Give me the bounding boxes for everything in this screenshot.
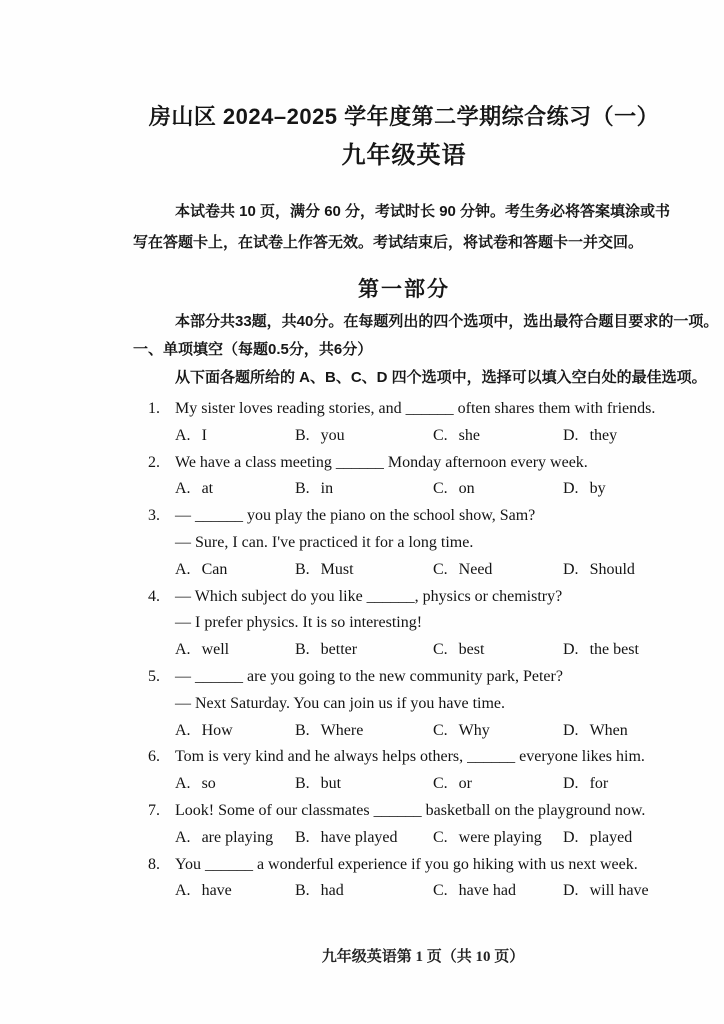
question-text: — ______ are you going to the new community park, Peter? [175,667,563,685]
question-text-line [130,396,678,423]
option-text: on [458,480,475,498]
option-letter: B. [295,560,310,578]
option-text: Must [320,560,354,578]
option-letter: C. [433,721,448,739]
option-text: were playing [458,828,542,846]
option-c [433,771,563,798]
option-d [563,771,678,798]
option-text: have played [320,828,398,846]
option-d [563,476,678,503]
option-letter: C. [433,480,448,498]
option-text: the best [589,641,639,659]
option-letter: C. [433,641,448,659]
question-text: We have a class meeting ______ Monday afternoon every week. [175,453,588,471]
question-number: 5. [148,667,160,685]
option-text: are playing [201,828,274,846]
question-item [130,664,678,744]
option-text: have [201,882,232,900]
question-text: — ______ you play the piano on the school show, Sam? [175,507,536,525]
option-letter: A. [175,775,191,793]
option-letter: B. [295,828,310,846]
option-text: or [458,775,472,793]
option-text: How [201,721,233,739]
question-text: My sister loves reading stories, and ______ often shares them with friends. [175,400,656,417]
option-letter: D. [563,426,579,444]
question-text-line [130,664,678,691]
question-item [130,798,678,852]
question-text: — Which subject do you like ______, physics or chemistry? [175,587,563,605]
question-text-line [130,852,678,879]
option-text: at [201,480,214,498]
option-text: she [458,426,480,444]
question-text-line [130,610,678,637]
option-d [563,557,678,584]
question-text-line [130,530,678,557]
option-letter: D. [563,480,579,498]
option-b [295,637,433,664]
option-letter: A. [175,426,191,444]
option-b [295,878,433,905]
question-text-line [130,584,678,611]
option-letter: B. [295,426,310,444]
options-row [130,878,678,905]
option-letter: B. [295,480,310,498]
part-one-heading: 第一部分 [358,278,450,301]
option-text: had [320,882,344,900]
question-item [130,584,678,664]
option-c [433,878,563,905]
option-text: I [201,426,207,444]
option-letter: D. [563,641,579,659]
option-a [175,718,295,745]
option-text: but [320,775,342,793]
option-c [433,476,563,503]
option-b [295,476,433,503]
options-row [130,825,678,852]
option-text: Where [320,721,364,739]
page-content [130,0,719,905]
part-one-intro: 本部分共33题，共40分。在每题列出的四个选项中，选出最符合题目要求的一项。 [175,313,719,330]
option-text: so [201,775,216,793]
question-item [130,450,678,504]
option-text: better [320,641,358,659]
option-letter: D. [563,882,579,900]
option-text: they [589,426,618,444]
option-c [433,557,563,584]
option-letter: A. [175,641,191,659]
option-letter: B. [295,641,310,659]
option-a [175,771,295,798]
question-number: 4. [148,587,160,605]
question-number: 1. [148,400,160,417]
option-text: have had [458,882,516,900]
option-b [295,825,433,852]
option-d [563,878,678,905]
question-text-line [130,503,678,530]
option-text: Need [458,560,493,578]
question-text-line [130,691,678,718]
question-item [130,744,678,798]
option-text: When [589,721,628,739]
question-text: — Next Saturday. You can join us if you have time. [175,694,506,712]
question-text: You ______ a wonderful experience if you go hiking with us next week. [175,855,638,873]
option-b [295,557,433,584]
question-item [130,396,678,450]
question-text: Tom is very kind and he always helps others, ______ everyone likes him. [175,748,645,766]
question-number: 8. [148,855,160,873]
option-letter: C. [433,560,448,578]
option-d [563,718,678,745]
options-row [130,718,678,745]
option-c [433,637,563,664]
option-letter: D. [563,721,579,739]
question-text-line [130,450,678,477]
exam-notice: 本试卷共 10 页，满分 60 分，考试时长 90 分钟。考生务必将答案填涂或书写在答题卡上，在试卷上作答无效。考试结束后，将试卷和答题卡一并交回。 [133,203,671,251]
option-text: played [589,828,633,846]
option-letter: D. [563,775,579,793]
option-letter: B. [295,721,310,739]
options-row [130,423,678,450]
option-a [175,423,295,450]
page-footer: 九年级英语第 1 页（共 10 页） [321,949,525,965]
option-a [175,557,295,584]
option-a [175,825,295,852]
option-text: well [201,641,230,659]
exam-subtitle: 九年级英语 [341,142,467,169]
question-number: 7. [148,801,160,819]
question-text-line [130,798,678,825]
option-letter: A. [175,721,191,739]
option-text: will have [589,882,649,900]
exam-title: 房山区 2024–2025 学年度第二学期综合练习（一） [148,104,660,129]
question-number: 2. [148,453,160,471]
option-text: you [320,426,345,444]
question-item [130,503,678,583]
option-c [433,825,563,852]
option-b [295,718,433,745]
option-text: best [458,641,485,659]
option-a [175,637,295,664]
question-text: Look! Some of our classmates ______ basketball on the playground now. [175,801,646,819]
option-text: by [589,480,606,498]
option-text: Can [201,560,228,578]
option-letter: C. [433,828,448,846]
section-one-heading: 一、单项填空（每题0.5分，共6分） [133,341,373,358]
question-list [130,396,678,905]
option-d [563,825,678,852]
option-text: Why [458,721,490,739]
option-d [563,637,678,664]
option-a [175,476,295,503]
option-letter: A. [175,560,191,578]
question-text-line [130,744,678,771]
section-one-instructions: 从下面各题所给的 A、B、C、D 四个选项中，选择可以填入空白处的最佳选项。 [175,369,707,386]
option-text: Should [589,560,635,578]
option-text: in [320,480,334,498]
option-b [295,771,433,798]
options-row [130,476,678,503]
option-a [175,878,295,905]
option-letter: D. [563,560,579,578]
option-text: for [589,775,609,793]
option-letter: D. [563,828,579,846]
option-c [433,423,563,450]
option-letter: A. [175,828,191,846]
options-row [130,637,678,664]
question-number: 3. [148,507,160,525]
option-letter: B. [295,882,310,900]
question-item [130,852,678,906]
option-d [563,423,678,450]
option-letter: A. [175,882,191,900]
options-row [130,771,678,798]
option-letter: A. [175,480,191,498]
question-number: 6. [148,748,160,766]
option-letter: C. [433,775,448,793]
option-c [433,718,563,745]
option-b [295,423,433,450]
question-text: — I prefer physics. It is so interesting! [175,614,423,632]
options-row [130,557,678,584]
option-letter: C. [433,882,448,900]
option-letter: C. [433,426,448,444]
question-text: — Sure, I can. I've practiced it for a long time. [175,533,474,551]
option-letter: B. [295,775,310,793]
